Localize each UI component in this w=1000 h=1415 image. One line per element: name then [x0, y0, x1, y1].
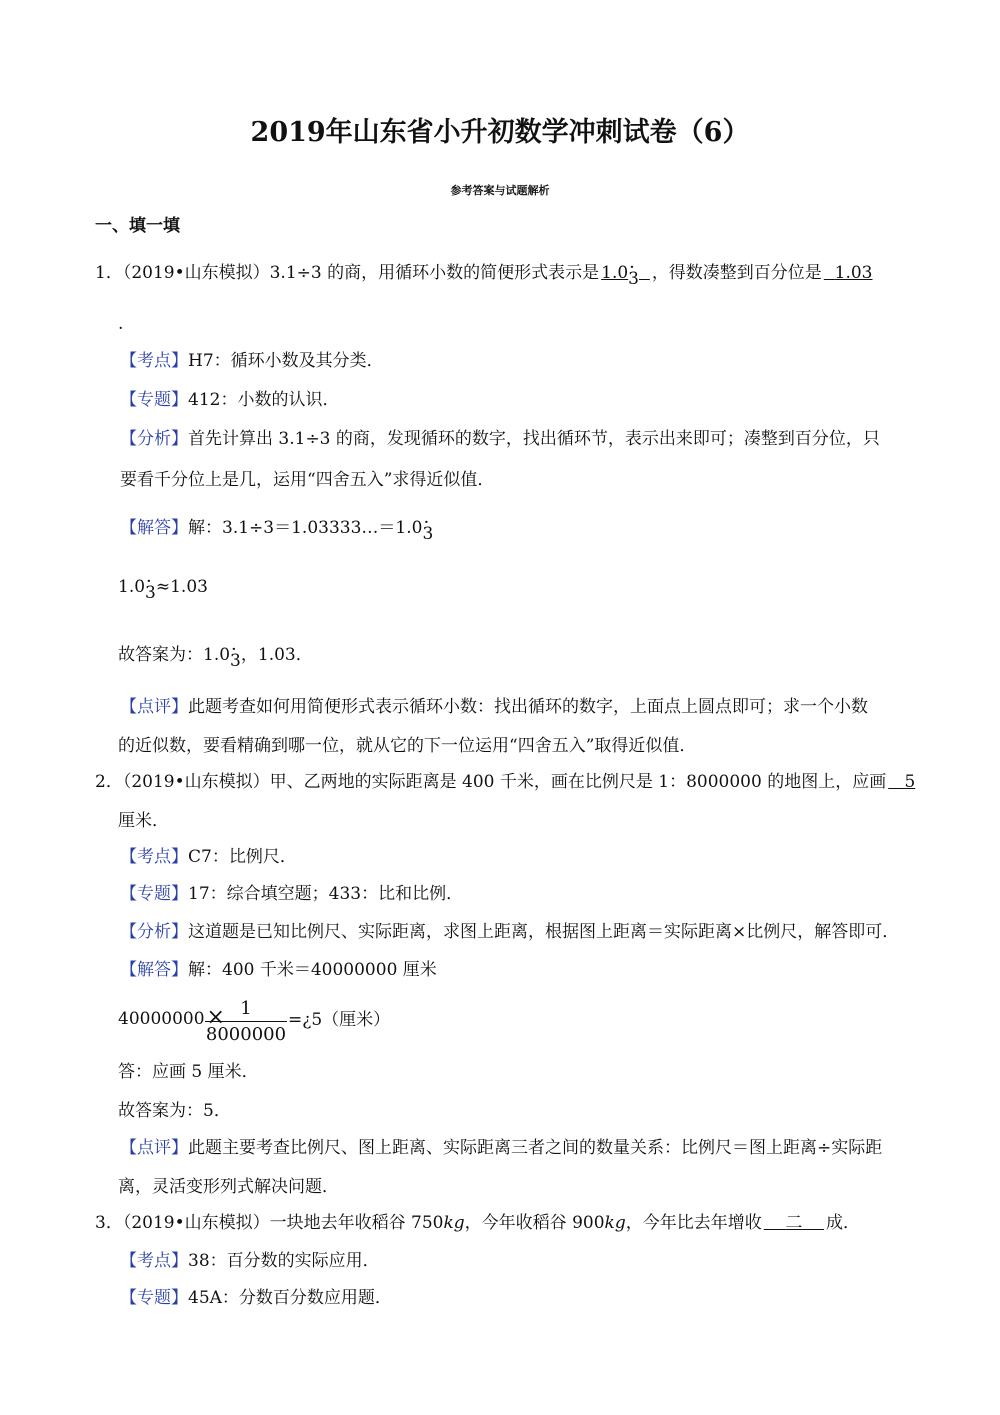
answer-blank: 5: [904, 772, 916, 792]
answer-blank: 1.0· 3: [599, 263, 652, 283]
zhuanti-line: 【专题】17：综合填空题；433：比和比例．: [120, 884, 464, 904]
jieda-line: 【解答】解：3.1÷3＝1.03333…＝1.0· 3: [120, 513, 433, 538]
question-number: 2．: [95, 772, 123, 792]
dianping-line-2: 的近似数，要看精确到哪一位，就从它的下一位运用“四舍五入”取得近似值．: [118, 736, 697, 756]
kaodian-line: 【考点】H7：循环小数及其分类．: [120, 351, 384, 371]
jieda-tag: 【解答】: [120, 518, 188, 538]
fenxi-line: 【分析】首先计算出 3.1÷3 的商，发现循环的数字，找出循环节，表示出来即可；凑整到百分位，只: [120, 429, 880, 449]
question-number: 1．: [95, 263, 123, 283]
fenxi-line: 【分析】这道题是已知比例尺、实际距离，求图上距离，根据图上距离＝实际距离×比例尺，解答即可．: [120, 922, 900, 942]
approx-line: 1.0· 3≈1.03: [118, 577, 208, 597]
answer-blank: 二: [785, 1213, 803, 1233]
page-subtitle: 参考答案与试题解析: [450, 184, 550, 197]
answer-line: 故答案为：1.0· 3，1.03．: [118, 640, 313, 665]
dianping-line: 【点评】此题考查如何用简便形式表示循环小数：找出循环的数字，上面点上圆点即可；求一个小数: [120, 697, 868, 717]
zhuanti-line: 【专题】412：小数的认识．: [120, 390, 340, 410]
dianping-line: 【点评】此题主要考查比例尺、图上距离、实际距离三者之间的数量关系：比例尺＝图上距离÷实际距: [120, 1138, 883, 1158]
fraction-numerator: 1: [205, 998, 287, 1022]
question-1-stem: [95, 258, 874, 289]
fraction-denominator: 8000000: [205, 1024, 287, 1045]
question-3-stem: 3．（2019•山东模拟）一块地去年收稻谷 750kg，今年收稻谷 900kg，今年比去年增收 二 成．: [95, 1208, 860, 1233]
section-heading: 一、填一填: [95, 216, 180, 236]
kaodian-line: 【考点】C7：比例尺．: [120, 847, 297, 867]
answer-line: 故答案为：5．: [118, 1101, 231, 1121]
kaodian-tag: 【考点】: [120, 351, 188, 371]
kaodian-line: 【考点】38：百分数的实际应用．: [120, 1251, 380, 1271]
dianping-tag: 【点评】: [120, 697, 188, 717]
question-1-period: .: [118, 314, 124, 334]
question-text: （2019•山东模拟）3.1÷3 的商，用循环小数的简便形式表示是: [122, 263, 600, 283]
zhuanti-line: 【专题】45A：分数百分数应用题．: [120, 1288, 392, 1308]
page-title: 2019年山东省小升初数学冲刺试卷（6）: [250, 117, 750, 148]
question-2-unit: 厘米．: [118, 811, 169, 831]
zhuanti-tag: 【专题】: [120, 390, 188, 410]
jieda-line: 【解答】解：400 千米＝40000000 厘米: [120, 960, 437, 980]
calc-left: 40000000×: [118, 1005, 225, 1030]
answer-blank: 1.03: [834, 263, 873, 283]
fraction: [205, 998, 287, 1045]
calc-right: =¿5（厘米）: [288, 1010, 391, 1030]
answer-statement: 答：应画 5 厘米．: [118, 1062, 259, 1082]
question-2-stem: 2．（2019•山东模拟）甲、乙两地的实际距离是 400 千米，画在比例尺是 1：8000000 的地图上，应画 5: [95, 772, 916, 792]
fenxi-line-2: 要看千分位上是几，运用“四舍五入”求得近似值．: [120, 470, 495, 490]
question-text: ，得数凑整到百分位是: [651, 263, 822, 283]
fenxi-tag: 【分析】: [120, 429, 188, 449]
dianping-line-2: 离，灵活变形列式解决问题．: [118, 1177, 339, 1197]
